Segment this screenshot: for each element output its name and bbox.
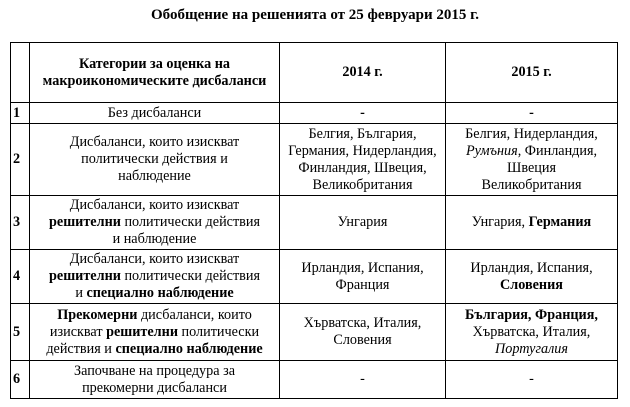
value-2014-cell bbox=[280, 250, 446, 304]
row-number: 1 bbox=[11, 103, 30, 124]
value-2015-cell: - bbox=[446, 361, 618, 399]
country-line: Белгия, Нидерландия, bbox=[465, 125, 598, 142]
category-emphasis: решителни bbox=[106, 323, 178, 340]
category-emphasis: Прекомерни bbox=[57, 306, 138, 323]
category-emphasis: специално наблюдение bbox=[86, 285, 234, 301]
category-emphasis: решителни bbox=[49, 268, 121, 284]
table-row bbox=[11, 196, 618, 250]
country-line: Великобритания bbox=[312, 176, 413, 193]
country-line: Франция bbox=[335, 276, 390, 293]
category-text: политически действия bbox=[120, 214, 260, 230]
value-2015-cell bbox=[446, 250, 618, 304]
table-header-row bbox=[11, 43, 618, 103]
row-number: 3 bbox=[11, 196, 30, 250]
category-line: Дисбаланси, които изискват bbox=[69, 134, 240, 150]
header-num-cell bbox=[11, 43, 30, 103]
table-row bbox=[11, 250, 618, 304]
category-text: политически bbox=[178, 323, 260, 340]
category-line bbox=[33, 307, 276, 324]
category-text: изискват bbox=[49, 323, 107, 340]
category-cell bbox=[30, 361, 280, 399]
value-2014-cell: - bbox=[280, 103, 446, 124]
category-emphasis: специално наблюдение bbox=[115, 340, 263, 357]
decisions-table bbox=[10, 42, 618, 399]
category-line: прекомерни дисбаланси bbox=[82, 379, 227, 396]
country-line: Финландия, Швеция, bbox=[298, 159, 427, 176]
category-line bbox=[33, 341, 276, 358]
page-title: Обобщение на решенията от 25 февруари 2015 г. bbox=[150, 7, 479, 23]
category-line bbox=[33, 214, 276, 231]
country-line: Хърватска, Италия, bbox=[472, 323, 591, 340]
country-new-italic: Португалия bbox=[495, 340, 568, 357]
country-line: Ирландия, Испания, bbox=[470, 259, 593, 276]
value-2014-cell: - bbox=[280, 361, 446, 399]
table-row bbox=[11, 103, 618, 124]
category-emphasis: решителни bbox=[49, 214, 121, 230]
category-line bbox=[33, 324, 276, 341]
country-line: Словения bbox=[333, 332, 392, 348]
country-text: Унгария, bbox=[471, 214, 529, 230]
header-2015: 2015 г. bbox=[446, 43, 618, 103]
country-new-bold: Словения bbox=[500, 276, 563, 293]
value-2015-cell: - bbox=[446, 103, 618, 124]
category-line: Дисбаланси, които изискват bbox=[69, 251, 240, 267]
country-line: Ирландия, Испания, bbox=[301, 259, 424, 276]
country-text: , Финландия, bbox=[517, 142, 598, 159]
country-line: Белгия, България, bbox=[308, 125, 417, 142]
table-row bbox=[11, 304, 618, 361]
category-line: наблюдение bbox=[118, 168, 191, 184]
value-2015-cell bbox=[446, 304, 618, 361]
row-number: 5 bbox=[11, 304, 30, 361]
category-cell bbox=[30, 250, 280, 304]
country-line: Хърватска, Италия, bbox=[303, 315, 422, 331]
country-new-italic: Румъния bbox=[465, 142, 518, 159]
value-2015-cell bbox=[446, 196, 618, 250]
country-line: Швеция bbox=[507, 159, 556, 176]
category-text: дисбаланси, които bbox=[137, 306, 252, 323]
category-cell bbox=[30, 196, 280, 250]
country-line: Великобритания bbox=[481, 176, 582, 193]
category-line: Започване на процедура за bbox=[74, 362, 235, 379]
category-text: действия и bbox=[46, 340, 116, 357]
header-2014: 2014 г. bbox=[280, 43, 446, 103]
row-number: 4 bbox=[11, 250, 30, 304]
category-line: Дисбаланси, които изискват bbox=[69, 197, 240, 213]
table-row bbox=[11, 361, 618, 399]
category-line: политически действия и bbox=[81, 151, 228, 167]
category-cell: Без дисбаланси bbox=[30, 103, 280, 124]
value-2015-cell bbox=[446, 124, 618, 196]
value-2014-cell bbox=[280, 124, 446, 196]
header-category: Категории за оценка на макроикономическите дисбаланси bbox=[30, 43, 280, 103]
category-cell bbox=[30, 304, 280, 361]
table-row bbox=[11, 124, 618, 196]
country-line: Германия, Нидерландия, bbox=[288, 142, 437, 159]
category-line bbox=[33, 285, 276, 302]
value-2014-cell: Унгария bbox=[280, 196, 446, 250]
country-new-bold: България, Франция, bbox=[465, 306, 598, 323]
value-2014-cell bbox=[280, 304, 446, 361]
category-text: политически действия bbox=[120, 268, 260, 284]
row-number: 2 bbox=[11, 124, 30, 196]
category-line bbox=[33, 268, 276, 285]
category-cell bbox=[30, 124, 280, 196]
country-new-bold: Германия bbox=[528, 214, 592, 230]
country-line bbox=[449, 143, 614, 160]
category-line: и наблюдение bbox=[112, 231, 197, 247]
category-text: и bbox=[75, 285, 87, 301]
row-number: 6 bbox=[11, 361, 30, 399]
